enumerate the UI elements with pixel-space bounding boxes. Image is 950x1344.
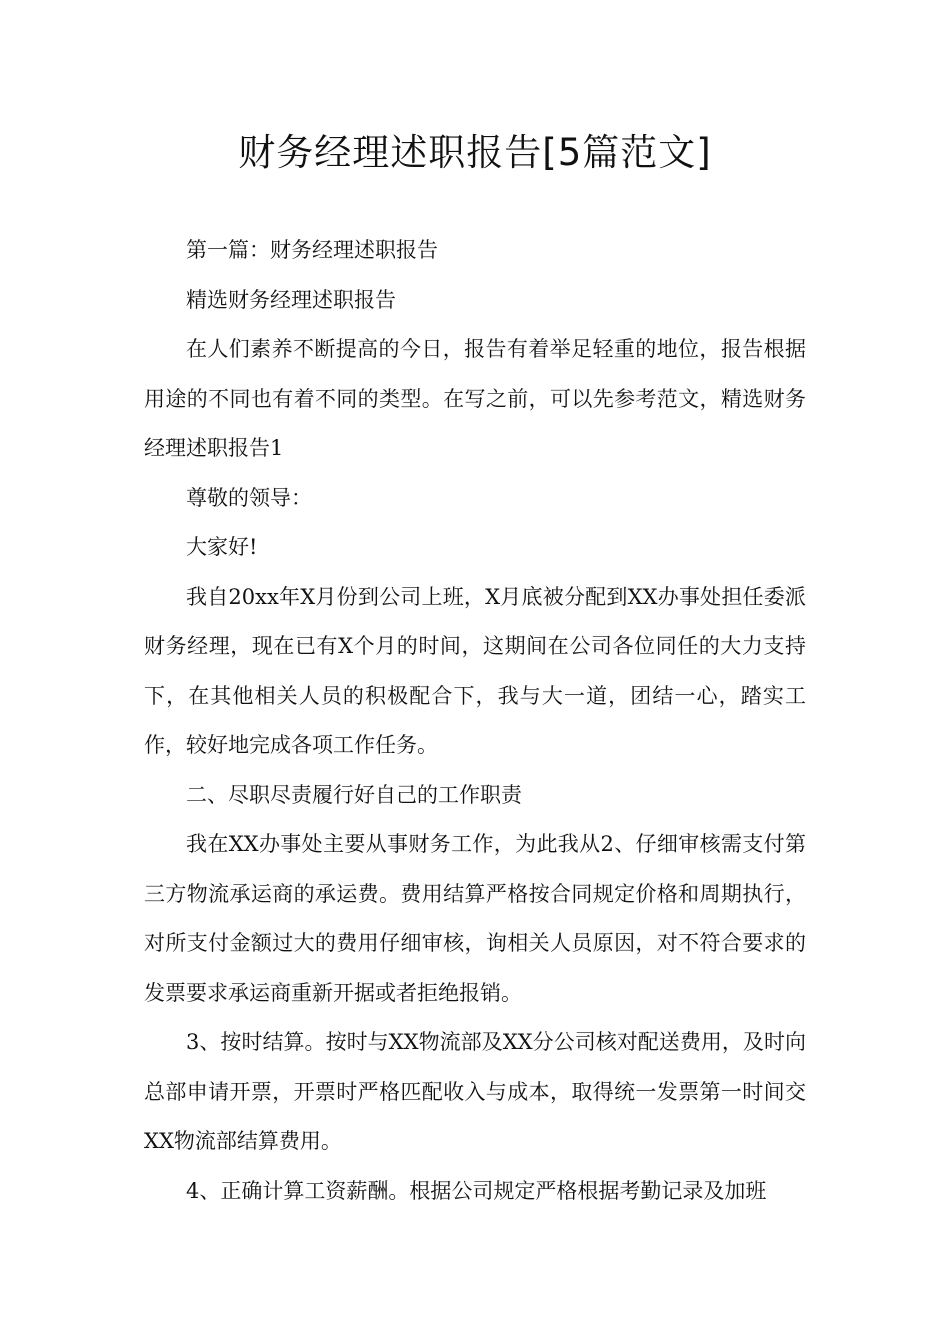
paragraph-background: 我自20xx年X月份到公司上班，X月底被分配到XX办事处担任委派财务经理，现在已有X个月的时间，这期间在公司各位同任的大力支持下，在其他相关人员的积极配合下，我与大一道，团结一心，踏实工作，较好地完成各项工作任务。 (144, 584, 806, 757)
paragraph-duty-payroll: 4、正确计算工资薪酬。根据公司规定严格根据考勤记录及加班 (186, 1178, 767, 1203)
paragraph-salutation: 尊敬的领导： (186, 485, 312, 510)
paragraph-greeting: 大家好! (186, 535, 258, 559)
paragraph-section-heading: 第一篇：财务经理述职报告 (186, 238, 438, 262)
paragraph-intro: 在人们素养不断提高的今日，报告有着举足轻重的地位，报告根据用途的不同也有着不同的类型。在写之前，可以先参考范文，精选财务经理述职报告1 (144, 337, 806, 460)
document-title: 财务经理述职报告[5篇范文] (238, 131, 712, 174)
paragraph-duty-settlement: 3、按时结算。按时与XX物流部及XX分公司核对配送费用，及时向总部申请开票，开票时严格匹配收入与成本，取得统一发票第一时间交XX物流部结算费用。 (144, 1030, 806, 1153)
paragraph-heading-duties: 二、尽职尽责履行好自己的工作职责 (186, 782, 522, 807)
paragraph-duty-review: 我在XX办事处主要从事财务工作，为此我从2、仔细审核需支付第三方物流承运商的承运费。费用结算严格按合同规定价格和周期执行，对所支付金额过大的费用仔细审核，询相关人员原因，对不符合要求的发票要求承运商重新开据或者拒绝报销。 (144, 832, 806, 1005)
document-body (144, 226, 806, 1216)
paragraph-subtitle: 精选财务经理述职报告 (186, 287, 396, 312)
